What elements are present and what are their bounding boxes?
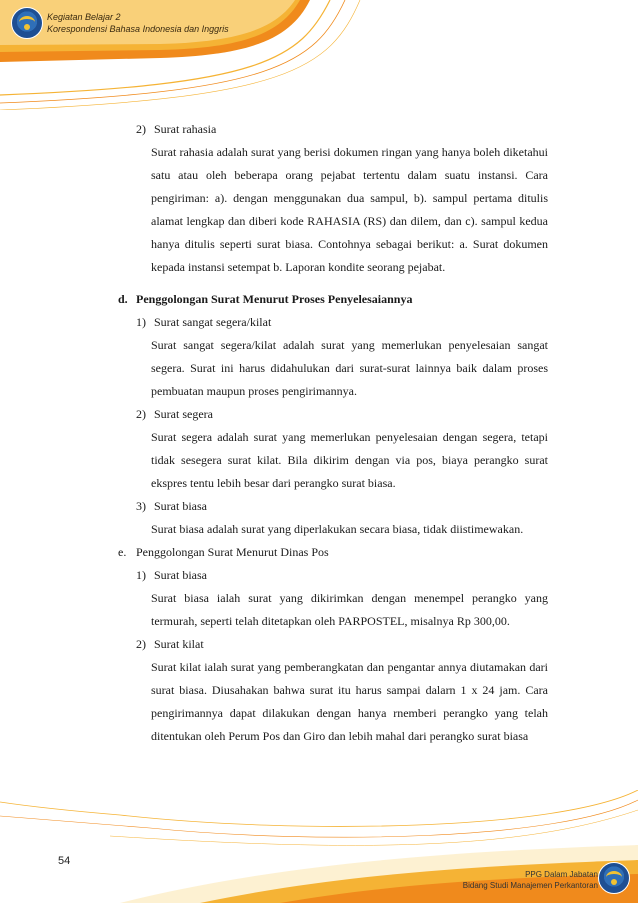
document-body <box>118 118 548 748</box>
paragraph: Surat rahasia adalah surat yang berisi dokumen ringan yang hanya boleh diketahui satu atau oleh beberapa orang pejabat tertentu dalam suatu instansi. Cara pengiriman: a). dengan menggunakan dua sampul, b). sampul pertama ditulis alamat lengkap dan diberi kode RAHASIA (RS) dan dilem, dan c). sampul kedua hanya ditulis seperti surat biasa. Contohnya sebagai berikut: a. Surat dokumen kepada instansi setempat b. Laporan kondite seorang pejabat. <box>151 145 548 274</box>
paragraph: Surat biasa ialah surat yang dikirimkan dengan menempel perangko yang termurah, seperti telah ditetapkan oleh PARPOSTEL, misalnya Rp 300,00. <box>151 591 548 628</box>
tut-wuri-handayani-logo-icon <box>11 7 43 39</box>
list-item-heading <box>136 564 548 587</box>
list-item-heading <box>136 495 548 518</box>
footer-line-2: Bidang Studi Manajemen Perkantoran <box>462 881 598 890</box>
header-line-1: Kegiatan Belajar 2 <box>47 12 121 22</box>
list-item-title: Surat segera <box>154 407 213 421</box>
section-letter: d. <box>118 292 128 306</box>
paragraph: Surat biasa adalah surat yang diperlakukan secara biasa, tidak diistimewakan. <box>151 522 524 536</box>
page-number: 54 <box>58 855 71 867</box>
section-title: Penggolongan Surat Menurut Dinas Pos <box>136 545 329 559</box>
footer-text <box>463 869 598 891</box>
header-text <box>47 11 229 35</box>
tut-wuri-handayani-logo-icon <box>598 862 630 894</box>
list-number: 1) <box>136 315 146 329</box>
paragraph: Surat segera adalah surat yang memerlukan penyelesaian dengan segera, tetapi tidak sesegera surat kilat. Bila dikirim dengan via pos, biaya perangko surat ekspres tentu lebih besar dari perangko surat biasa. <box>151 430 548 490</box>
list-number: 1) <box>136 568 146 582</box>
list-item-heading <box>136 403 548 426</box>
section-letter: e. <box>118 545 127 559</box>
list-item-title: Surat biasa <box>154 568 207 582</box>
paragraph: Surat kilat ialah surat yang pemberangkatan dan pengantar annya diutamakan dari surat biasa. Diusahakan bahwa surat itu harus sampai dalarn 1 x 24 jam. Cara pengirimannya dapat dilakukan dengan hanya rnemberi perangko yang telah ditentukan oleh Perum Pos dan Giro dan lebih mahal dari perangko surat biasa <box>151 660 548 743</box>
list-number: 2) <box>136 637 146 651</box>
paragraph: Surat sangat segera/kilat adalah surat yang memerlukan penyelesaian sangat segera. Surat ini harus didahulukan dari surat-surat lainnya baik dalam proses pembuatan maupun proses pengirimannya. <box>151 338 548 398</box>
section-title: Penggolongan Surat Menurut Proses Penyelesaiannya <box>136 292 413 306</box>
list-item-title: Surat sangat segera/kilat <box>154 315 272 329</box>
footer-line-1: PPG Dalam Jabatan <box>525 870 598 879</box>
list-item-title: Surat kilat <box>154 637 204 651</box>
list-item-heading <box>136 118 548 141</box>
header-line-2: Korespondensi Bahasa Indonesia dan Inggris <box>47 24 229 34</box>
list-item-heading <box>136 633 548 656</box>
list-item-title: Surat biasa <box>154 499 207 513</box>
list-number: 2) <box>136 407 146 421</box>
list-number: 2) <box>136 122 146 136</box>
list-item-heading <box>136 311 548 334</box>
section-heading-d <box>118 288 548 311</box>
list-item-title: Surat rahasia <box>154 122 217 136</box>
section-heading-e <box>118 541 548 564</box>
list-number: 3) <box>136 499 146 513</box>
